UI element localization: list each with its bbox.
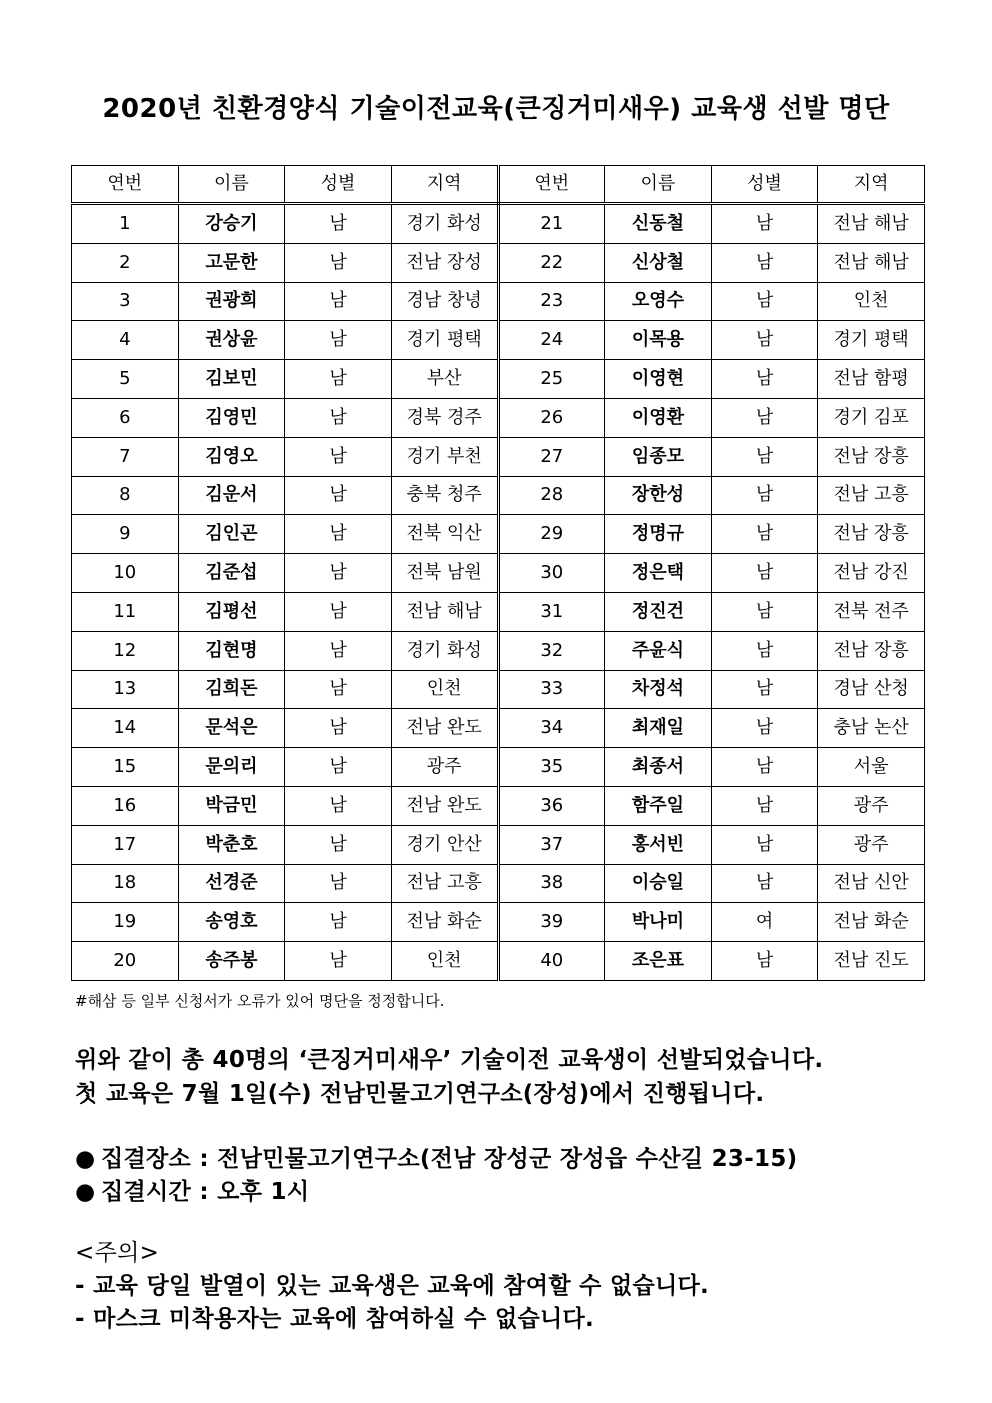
bullet-icon: ●: [75, 1146, 96, 1172]
row-no: 21: [498, 204, 605, 244]
trainee-name: 신상철: [605, 243, 712, 282]
announcement-line-2: 첫 교육은 7월 1일(수) 전남민물고기연구소(장성)에서 진행됩니다.: [75, 1081, 765, 1107]
trainee-gender: 남: [285, 398, 392, 437]
correction-note: #해삼 등 일부 신청서가 오류가 있어 명단을 정정합니다.: [75, 992, 445, 1010]
trainee-gender: 남: [285, 903, 392, 942]
trainee-region: 인천: [818, 282, 925, 321]
row-no: 9: [72, 515, 179, 554]
trainee-region: 전남 장흥: [818, 631, 925, 670]
row-no: 34: [498, 709, 605, 748]
trainee-gender: 남: [285, 476, 392, 515]
caution-section: [75, 1237, 709, 1336]
trainee-gender: 남: [285, 204, 392, 244]
trainee-region: 전북 익산: [391, 515, 498, 554]
table-body: [72, 204, 925, 981]
meeting-time: [75, 1176, 797, 1209]
trainee-name: 김영오: [178, 437, 285, 476]
trainee-name: 정은택: [605, 554, 712, 593]
trainee-gender: 남: [711, 670, 818, 709]
row-no: 31: [498, 592, 605, 631]
trainee-gender: 남: [711, 243, 818, 282]
trainee-name: 김현명: [178, 631, 285, 670]
table-row: [72, 748, 925, 787]
trainee-name: 최재일: [605, 709, 712, 748]
trainee-name: 김준섭: [178, 554, 285, 593]
table-row: [72, 825, 925, 864]
row-no: 11: [72, 592, 179, 631]
row-no: 2: [72, 243, 179, 282]
announcement-line-1: 위와 같이 총 40명의 ‘큰징거미새우’ 기술이전 교육생이 선발되었습니다.: [75, 1047, 824, 1073]
trainee-name: 고문한: [178, 243, 285, 282]
trainee-gender: 남: [711, 515, 818, 554]
table-row: [72, 515, 925, 554]
table-row: [72, 670, 925, 709]
trainee-region: 부산: [391, 360, 498, 399]
trainee-name: 강승기: [178, 204, 285, 244]
trainee-gender: 남: [285, 282, 392, 321]
trainee-gender: 남: [711, 360, 818, 399]
row-no: 5: [72, 360, 179, 399]
trainee-name: 홍서빈: [605, 825, 712, 864]
table-row: [72, 204, 925, 244]
trainee-region: 전남 화순: [391, 903, 498, 942]
trainee-gender: 남: [711, 554, 818, 593]
row-no: 19: [72, 903, 179, 942]
row-no: 30: [498, 554, 605, 593]
trainee-name: 이목용: [605, 321, 712, 360]
trainee-region: 전남 해남: [818, 204, 925, 244]
trainee-gender: 남: [711, 825, 818, 864]
trainee-region: 서울: [818, 748, 925, 787]
trainee-roster-table: [71, 165, 925, 981]
trainee-region: 전남 화순: [818, 903, 925, 942]
trainee-gender: 남: [285, 825, 392, 864]
trainee-gender: 남: [711, 204, 818, 244]
trainee-name: 김희돈: [178, 670, 285, 709]
table-row: [72, 786, 925, 825]
header-gender-left: 성별: [285, 166, 392, 204]
table-row: [72, 903, 925, 942]
row-no: 27: [498, 437, 605, 476]
trainee-gender: 남: [285, 748, 392, 787]
trainee-gender: 남: [711, 748, 818, 787]
trainee-region: 전남 고흥: [391, 864, 498, 903]
trainee-region: 광주: [818, 786, 925, 825]
table-row: [72, 631, 925, 670]
trainee-gender: 남: [285, 321, 392, 360]
table-row: [72, 476, 925, 515]
table-header-row: [72, 166, 925, 204]
trainee-region: 경기 평택: [391, 321, 498, 360]
trainee-region: 경남 산청: [818, 670, 925, 709]
trainee-gender: 남: [711, 864, 818, 903]
trainee-gender: 남: [711, 942, 818, 981]
row-no: 1: [72, 204, 179, 244]
trainee-name: 김보민: [178, 360, 285, 399]
trainee-name: 오영수: [605, 282, 712, 321]
trainee-gender: 남: [285, 515, 392, 554]
meeting-place-text: 집결장소 : 전남민물고기연구소(전남 장성군 장성읍 수산길 23-15): [101, 1146, 798, 1172]
row-no: 26: [498, 398, 605, 437]
trainee-name: 박춘호: [178, 825, 285, 864]
row-no: 15: [72, 748, 179, 787]
trainee-region: 경기 안산: [391, 825, 498, 864]
header-no-right: 연번: [498, 166, 605, 204]
trainee-region: 전남 함평: [818, 360, 925, 399]
trainee-gender: 남: [711, 398, 818, 437]
header-region-right: 지역: [818, 166, 925, 204]
header-gender-right: 성별: [711, 166, 818, 204]
trainee-gender: 남: [711, 282, 818, 321]
trainee-name: 송영호: [178, 903, 285, 942]
row-no: 17: [72, 825, 179, 864]
trainee-gender: 남: [285, 554, 392, 593]
trainee-name: 김영민: [178, 398, 285, 437]
trainee-region: 경기 부천: [391, 437, 498, 476]
header-no-left: 연번: [72, 166, 179, 204]
row-no: 40: [498, 942, 605, 981]
trainee-name: 선경준: [178, 864, 285, 903]
trainee-name: 박금민: [178, 786, 285, 825]
trainee-gender: 남: [711, 592, 818, 631]
trainee-gender: 남: [285, 864, 392, 903]
trainee-name: 주윤식: [605, 631, 712, 670]
table-row: [72, 321, 925, 360]
trainee-name: 권상윤: [178, 321, 285, 360]
trainee-region: 전남 해남: [391, 592, 498, 631]
trainee-region: 전남 장성: [391, 243, 498, 282]
table-row: [72, 864, 925, 903]
trainee-gender: 남: [711, 321, 818, 360]
trainee-region: 전남 완도: [391, 709, 498, 748]
trainee-name: 문석은: [178, 709, 285, 748]
trainee-gender: 남: [711, 437, 818, 476]
trainee-name: 권광희: [178, 282, 285, 321]
trainee-region: 전북 전주: [818, 592, 925, 631]
table-row: [72, 437, 925, 476]
trainee-gender: 남: [285, 360, 392, 399]
row-no: 39: [498, 903, 605, 942]
caution-item: - 교육 당일 발열이 있는 교육생은 교육에 참여할 수 없습니다.: [75, 1273, 710, 1299]
header-name-left: 이름: [178, 166, 285, 204]
row-no: 28: [498, 476, 605, 515]
table-row: [72, 398, 925, 437]
header-region-left: 지역: [391, 166, 498, 204]
row-no: 37: [498, 825, 605, 864]
row-no: 32: [498, 631, 605, 670]
trainee-region: 인천: [391, 670, 498, 709]
table-row: [72, 942, 925, 981]
trainee-name: 박나미: [605, 903, 712, 942]
header-name-right: 이름: [605, 166, 712, 204]
row-no: 20: [72, 942, 179, 981]
trainee-name: 조은표: [605, 942, 712, 981]
meeting-place: [75, 1143, 797, 1176]
trainee-name: 임종모: [605, 437, 712, 476]
table-row: [72, 709, 925, 748]
trainee-gender: 여: [711, 903, 818, 942]
trainee-region: 전남 해남: [818, 243, 925, 282]
trainee-region: 전남 고흥: [818, 476, 925, 515]
trainee-name: 신동철: [605, 204, 712, 244]
trainee-name: 김운서: [178, 476, 285, 515]
trainee-name: 장한성: [605, 476, 712, 515]
trainee-name: 송주봉: [178, 942, 285, 981]
table-row: [72, 243, 925, 282]
table-row: [72, 592, 925, 631]
trainee-name: 문의리: [178, 748, 285, 787]
trainee-name: 최종서: [605, 748, 712, 787]
row-no: 22: [498, 243, 605, 282]
trainee-region: 광주: [391, 748, 498, 787]
trainee-gender: 남: [285, 709, 392, 748]
row-no: 35: [498, 748, 605, 787]
table-row: [72, 282, 925, 321]
table-row: [72, 360, 925, 399]
meeting-time-text: 집결시간 : 오후 1시: [101, 1179, 310, 1205]
meeting-info: [75, 1143, 797, 1209]
row-no: 25: [498, 360, 605, 399]
row-no: 38: [498, 864, 605, 903]
trainee-region: 전남 장흥: [818, 437, 925, 476]
trainee-gender: 남: [711, 476, 818, 515]
trainee-region: 경남 창녕: [391, 282, 498, 321]
row-no: 3: [72, 282, 179, 321]
trainee-name: 함주일: [605, 786, 712, 825]
row-no: 13: [72, 670, 179, 709]
row-no: 6: [72, 398, 179, 437]
trainee-gender: 남: [711, 709, 818, 748]
trainee-region: 전남 장흥: [818, 515, 925, 554]
trainee-gender: 남: [711, 786, 818, 825]
trainee-name: 김평선: [178, 592, 285, 631]
trainee-gender: 남: [285, 631, 392, 670]
row-no: 12: [72, 631, 179, 670]
trainee-region: 전남 강진: [818, 554, 925, 593]
trainee-region: 충북 청주: [391, 476, 498, 515]
trainee-gender: 남: [285, 786, 392, 825]
trainee-name: 차정석: [605, 670, 712, 709]
trainee-region: 충남 논산: [818, 709, 925, 748]
trainee-name: 김인곤: [178, 515, 285, 554]
trainee-region: 광주: [818, 825, 925, 864]
trainee-region: 경북 경주: [391, 398, 498, 437]
row-no: 10: [72, 554, 179, 593]
row-no: 29: [498, 515, 605, 554]
trainee-name: 정진건: [605, 592, 712, 631]
trainee-region: 인천: [391, 942, 498, 981]
trainee-name: 이영현: [605, 360, 712, 399]
row-no: 23: [498, 282, 605, 321]
row-no: 16: [72, 786, 179, 825]
trainee-region: 전남 완도: [391, 786, 498, 825]
trainee-gender: 남: [711, 631, 818, 670]
trainee-name: 이영환: [605, 398, 712, 437]
trainee-region: 경기 평택: [818, 321, 925, 360]
trainee-gender: 남: [285, 592, 392, 631]
row-no: 18: [72, 864, 179, 903]
caution-heading: <주의>: [75, 1240, 160, 1266]
row-no: 24: [498, 321, 605, 360]
row-no: 8: [72, 476, 179, 515]
trainee-gender: 남: [285, 670, 392, 709]
trainee-name: 정명규: [605, 515, 712, 554]
table-row: [72, 554, 925, 593]
trainee-region: 경기 화성: [391, 631, 498, 670]
trainee-region: 전남 진도: [818, 942, 925, 981]
row-no: 14: [72, 709, 179, 748]
trainee-region: 전북 남원: [391, 554, 498, 593]
row-no: 4: [72, 321, 179, 360]
trainee-gender: 남: [285, 243, 392, 282]
row-no: 7: [72, 437, 179, 476]
caution-item: - 마스크 미착용자는 교육에 참여하실 수 없습니다.: [75, 1306, 595, 1332]
row-no: 33: [498, 670, 605, 709]
trainee-region: 경기 김포: [818, 398, 925, 437]
trainee-region: 전남 신안: [818, 864, 925, 903]
trainee-gender: 남: [285, 437, 392, 476]
announcement-text: [75, 1043, 823, 1111]
row-no: 36: [498, 786, 605, 825]
page-title: 2020년 친환경양식 기술이전교육(큰징거미새우) 교육생 선발 명단: [102, 94, 890, 124]
bullet-icon: ●: [75, 1179, 96, 1205]
trainee-region: 경기 화성: [391, 204, 498, 244]
trainee-gender: 남: [285, 942, 392, 981]
trainee-name: 이승일: [605, 864, 712, 903]
